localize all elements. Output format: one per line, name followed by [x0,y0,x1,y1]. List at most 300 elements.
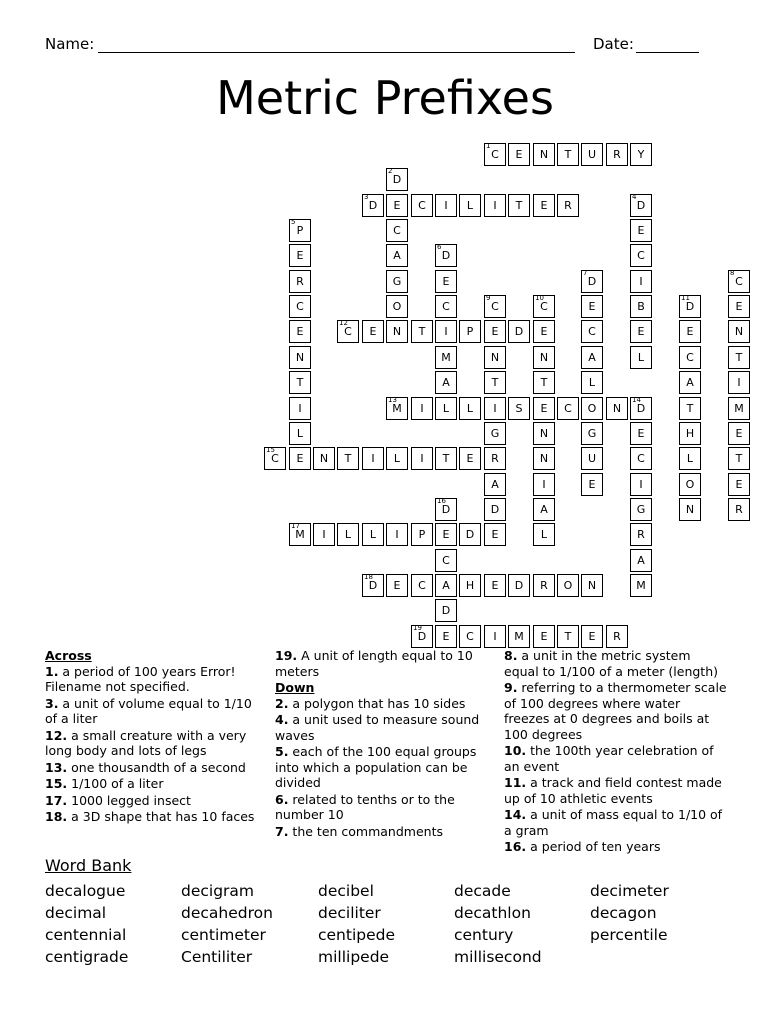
cell-letter: O [563,579,573,592]
cell-letter: A [442,376,450,389]
date-label: Date: [593,35,634,53]
cell-letter: E [735,478,743,491]
crossword-cell [386,523,408,546]
crossword-cell [411,320,433,343]
cell-letter: M [636,579,646,592]
crossword-cell [484,143,506,166]
crossword-cell [386,168,408,191]
crossword-cell [508,574,530,597]
cell-letter: E [442,275,450,288]
crossword-cell [362,523,384,546]
cell-letter: C [442,300,450,313]
cell-letter: C [442,554,450,567]
cell-letter: E [491,528,499,541]
cell-letter: D [417,630,427,643]
down-heading: Down [275,680,315,695]
crossword-cell [435,244,457,267]
crossword-cell [386,194,408,217]
cell-letter: T [735,351,743,364]
clue-across-19: 19. A unit of length equal to 10 meters [275,648,473,679]
crossword-cell [435,270,457,293]
crossword-cell [362,574,384,597]
crossword-cell [508,320,530,343]
cell-letter: A [442,579,450,592]
cell-letter: R [296,275,304,288]
word-bank-item: percentile [590,926,668,944]
crossword-cell [581,346,603,369]
crossword-cell [411,523,433,546]
cell-letter: D [490,503,500,516]
cell-letter: L [466,199,474,212]
cell-letter: P [466,325,474,338]
clue-across-13: 13. one thousandth of a second [45,759,246,775]
crossword-cell [484,473,506,496]
cell-letter: C [491,148,499,161]
cell-letter: E [296,249,304,262]
cell-letter: T [515,199,523,212]
crossword-cell [557,194,579,217]
cell-letter: E [393,199,401,212]
cell-letter: R [637,528,645,541]
crossword-cell [484,625,506,648]
crossword-cell [289,295,311,318]
clue-number: 3 [364,193,369,201]
cell-letter: N [539,427,549,440]
cell-letter: A [540,503,548,516]
cell-letter: C [491,300,499,313]
clue-across-3: 3. a unit of volume equal to 1/10 of a liter [45,695,252,726]
clue-number: 19 [413,624,422,632]
crossword-cell [386,219,408,242]
crossword-cell [435,371,457,394]
crossword-cell [459,397,481,420]
crossword-cell [606,143,628,166]
crossword-cell [435,295,457,318]
cell-letter: A [393,249,401,262]
crossword-cell [484,295,506,318]
crossword-cell [581,397,603,420]
crossword-cell [435,320,457,343]
cell-letter: N [734,325,744,338]
cell-letter: D [587,275,597,288]
cell-letter: A [637,554,645,567]
word-bank-item: decigram [181,882,255,900]
clue-number: 6 [437,243,442,251]
cell-letter: I [493,199,497,212]
crossword-cell [435,523,457,546]
crossword-cell [679,498,701,521]
cell-letter: T [442,452,450,465]
crossword-cell [459,447,481,470]
cell-letter: N [539,452,549,465]
cell-letter: E [637,427,645,440]
crossword-cell [435,599,457,622]
clue-number: 2 [388,167,393,175]
crossword-cell [630,447,652,470]
clue-down-7: 7. the ten commandments [275,823,443,839]
crossword-cell [362,194,384,217]
crossword-cell [362,447,384,470]
clue-number: 17 [291,522,300,530]
cell-letter: L [296,427,304,440]
cell-letter: L [442,402,450,415]
clue-number: 8 [730,269,735,277]
cell-letter: T [296,376,304,389]
crossword-cell [289,270,311,293]
cell-letter: H [685,427,695,440]
cell-letter: C [418,579,426,592]
crossword-cell [630,397,652,420]
clue-down-14: 14. a unit of mass equal to 1/10 of a gram [504,807,723,838]
cell-letter: R [613,148,621,161]
cell-letter: C [418,199,426,212]
cell-letter: T [540,376,548,389]
cell-letter: D [514,579,524,592]
word-bank-item: decahedron [181,904,273,922]
crossword-cell [484,194,506,217]
crossword-cell [484,320,506,343]
crossword-cell [728,397,750,420]
crossword-cell [533,397,555,420]
crossword-cell [435,346,457,369]
crossword-cell [484,498,506,521]
cell-letter: G [490,427,500,440]
crossword-cell [581,270,603,293]
clue-number: 10 [535,294,544,302]
cell-letter: C [686,351,694,364]
cell-letter: N [587,579,597,592]
crossword-cell [386,397,408,420]
word-bank-item: decimal [45,904,107,922]
crossword-cell [581,447,603,470]
word-bank-item: century [454,926,514,944]
crossword-cell [484,447,506,470]
cell-letter: I [493,630,497,643]
cell-letter: M [295,528,305,541]
clue-across-15: 15. 1/100 of a liter [45,776,164,791]
crossword-cell [435,397,457,420]
crossword-cell [581,625,603,648]
crossword-cell [728,422,750,445]
cell-letter: C [344,325,352,338]
crossword-cell [289,371,311,394]
clue-down-9: 9. referring to a thermometer scale of 100 degrees where water freezes at 0 degrees and boils at 100 degrees [504,680,727,742]
crossword-cell [630,422,652,445]
clue-down-11: 11. a track and field contest made up of 10 athletic events [504,775,722,806]
cell-letter: L [369,528,377,541]
word-bank-item: millipede [318,948,390,966]
cell-letter: C [296,300,304,313]
cell-letter: I [737,376,741,389]
cell-letter: I [322,528,326,541]
crossword-cell [264,447,286,470]
cell-letter: H [465,579,475,592]
crossword-cell [484,523,506,546]
cell-letter: Y [637,148,645,161]
crossword-cell [630,574,652,597]
crossword-cell [411,397,433,420]
word-bank-column-5 [590,880,669,946]
crossword-cell [581,143,603,166]
cell-letter: M [514,630,524,643]
cell-letter: E [393,579,401,592]
crossword-cell [508,625,530,648]
crossword-cell [435,194,457,217]
crossword-cell [606,625,628,648]
crossword-cell [728,447,750,470]
cell-letter: E [540,630,548,643]
crossword-cell [557,574,579,597]
word-bank-item: decathlon [454,904,531,922]
crossword-cell [581,473,603,496]
cell-letter: I [639,275,643,288]
word-bank-item: decibel [318,882,374,900]
cell-letter: E [588,630,596,643]
cell-letter: A [588,351,596,364]
clue-down-6: 6. related to tenths or to the number 10 [275,791,455,822]
crossword-cell [459,523,481,546]
word-bank-item: decagon [590,904,657,922]
crossword-cell [289,523,311,546]
crossword-cell [289,346,311,369]
cell-letter: T [735,452,743,465]
cell-letter: I [371,452,375,465]
clue-number: 15 [266,446,275,454]
cell-letter: L [393,452,401,465]
cell-letter: D [685,300,695,313]
cell-letter: E [442,630,450,643]
crossword-cell [630,549,652,572]
cell-letter: I [420,452,424,465]
crossword-cell [411,625,433,648]
crossword-cell [679,447,701,470]
clues-column-3 [504,648,729,856]
cell-letter: D [441,604,451,617]
cell-letter: L [344,528,352,541]
crossword-cell [630,143,652,166]
crossword-cell [533,295,555,318]
cell-letter: C [393,224,401,237]
crossword-cell [484,422,506,445]
crossword-cell [289,397,311,420]
clue-number: 9 [486,294,491,302]
cell-letter: T [491,376,499,389]
crossword-cell [459,320,481,343]
crossword-cell [728,270,750,293]
cell-letter: I [395,528,399,541]
cell-letter: O [685,478,695,491]
crossword-cell [508,397,530,420]
crossword-cell [581,371,603,394]
crossword-cell [484,371,506,394]
crossword-cell [508,143,530,166]
cell-letter: A [491,478,499,491]
crossword-cell [533,320,555,343]
cell-letter: D [514,325,524,338]
cell-letter: N [539,148,549,161]
cell-letter: E [515,148,523,161]
crossword-cell [459,625,481,648]
cell-letter: L [637,351,645,364]
crossword-cell [533,625,555,648]
cell-letter: N [319,452,329,465]
crossword-cell [386,244,408,267]
cell-letter: R [491,452,499,465]
crossword-cell [679,371,701,394]
word-bank-title: Word Bank [45,856,132,875]
crossword-cell [313,523,335,546]
cell-letter: D [636,402,646,415]
word-bank-item: centipede [318,926,396,944]
crossword-cell [411,574,433,597]
crossword-cell [557,625,579,648]
cell-letter: T [686,402,694,415]
cell-letter: I [493,402,497,415]
cell-letter: C [466,630,474,643]
crossword-cell [679,320,701,343]
crossword-cell [533,346,555,369]
crossword-cell [289,320,311,343]
cell-letter: U [587,452,597,465]
word-bank-item: millisecond [454,948,542,966]
crossword-cell [557,143,579,166]
clue-number: 12 [339,319,348,327]
cell-letter: E [735,427,743,440]
cell-letter: M [734,402,744,415]
clue-across-12: 12. a small creature with a very long body and lots of legs [45,727,247,758]
crossword-cell [435,498,457,521]
cell-letter: U [587,148,597,161]
crossword-cell [362,320,384,343]
crossword-cell [411,194,433,217]
cell-letter: D [368,579,378,592]
cell-letter: N [490,351,500,364]
crossword-cell [581,574,603,597]
cell-letter: R [735,503,743,516]
cell-letter: N [539,351,549,364]
crossword-cell [289,219,311,242]
cell-letter: T [418,325,426,338]
clue-across-17: 17. 1000 legged insect [45,792,191,808]
cell-letter: E [637,224,645,237]
cell-letter: E [540,402,548,415]
crossword-cell [679,473,701,496]
crossword-cell [679,295,701,318]
cell-letter: N [612,402,622,415]
crossword-cell [435,574,457,597]
cell-letter: E [466,452,474,465]
clue-number: 1 [486,142,491,150]
crossword-cell [533,422,555,445]
cell-letter: C [588,325,596,338]
crossword-cell [533,447,555,470]
clue-number: 13 [388,396,397,404]
clue-across-1: 1. a period of 100 years Error! Filename not specified. [45,663,236,694]
crossword-cell [533,473,555,496]
cell-letter: E [588,478,596,491]
crossword-cell [289,422,311,445]
cell-letter: T [564,630,572,643]
clue-down-4: 4. a unit used to measure sound waves [275,712,480,743]
cell-letter: N [392,325,402,338]
cell-letter: I [298,402,302,415]
cell-letter: S [515,402,523,415]
cell-letter: T [344,452,352,465]
crossword-cell [386,295,408,318]
cell-letter: E [491,579,499,592]
cell-letter: E [442,528,450,541]
crossword-cell [289,447,311,470]
crossword-cell [533,194,555,217]
clue-across-18: 18. a 3D shape that has 10 faces [45,809,255,824]
word-bank-item: Centiliter [181,948,253,966]
crossword-cell [581,320,603,343]
crossword-cell [630,194,652,217]
across-heading: Across [45,648,92,663]
word-bank-item: decalogue [45,882,126,900]
word-bank-column-4 [454,880,542,968]
crossword-cell [386,320,408,343]
word-bank-column-1 [45,880,128,968]
cell-letter: P [296,224,304,237]
cell-letter: G [587,427,597,440]
crossword-cell [411,447,433,470]
cell-letter: E [296,325,304,338]
cell-letter: I [444,325,448,338]
crossword-cell [459,574,481,597]
crossword-cell [289,244,311,267]
cell-letter: B [637,300,645,313]
clue-number: 18 [364,573,373,581]
crossword-cell [313,447,335,470]
clue-number: 14 [632,396,641,404]
word-bank-item: centigrade [45,948,129,966]
clue-number: 11 [681,294,690,302]
clue-number: 16 [437,497,446,505]
cell-letter: E [686,325,694,338]
crossword-cell [533,498,555,521]
crossword-cell [533,523,555,546]
clues-column-2 [275,648,485,840]
name-label: Name: [45,35,95,53]
crossword-cell [533,371,555,394]
cell-letter: D [441,249,451,262]
word-bank-item: centennial [45,926,127,944]
cell-letter: C [637,249,645,262]
cell-letter: I [420,402,424,415]
crossword-cell [459,194,481,217]
cell-letter: L [588,376,596,389]
crossword-cell [630,473,652,496]
crossword-cell [581,422,603,445]
cell-letter: E [588,300,596,313]
cell-letter: M [392,402,402,415]
cell-letter: L [466,402,474,415]
cell-letter: I [444,199,448,212]
crossword-cell [557,397,579,420]
cell-letter: A [686,376,694,389]
crossword-cell [533,574,555,597]
crossword-cell [728,320,750,343]
cell-letter: O [587,402,597,415]
clue-down-10: 10. the 100th year celebration of an event [504,743,714,774]
word-bank-column-3 [318,880,395,968]
crossword-cell [606,397,628,420]
word-bank-item: deciliter [318,904,381,922]
crossword-cell [435,447,457,470]
cell-letter: G [392,275,402,288]
crossword-cell [679,422,701,445]
